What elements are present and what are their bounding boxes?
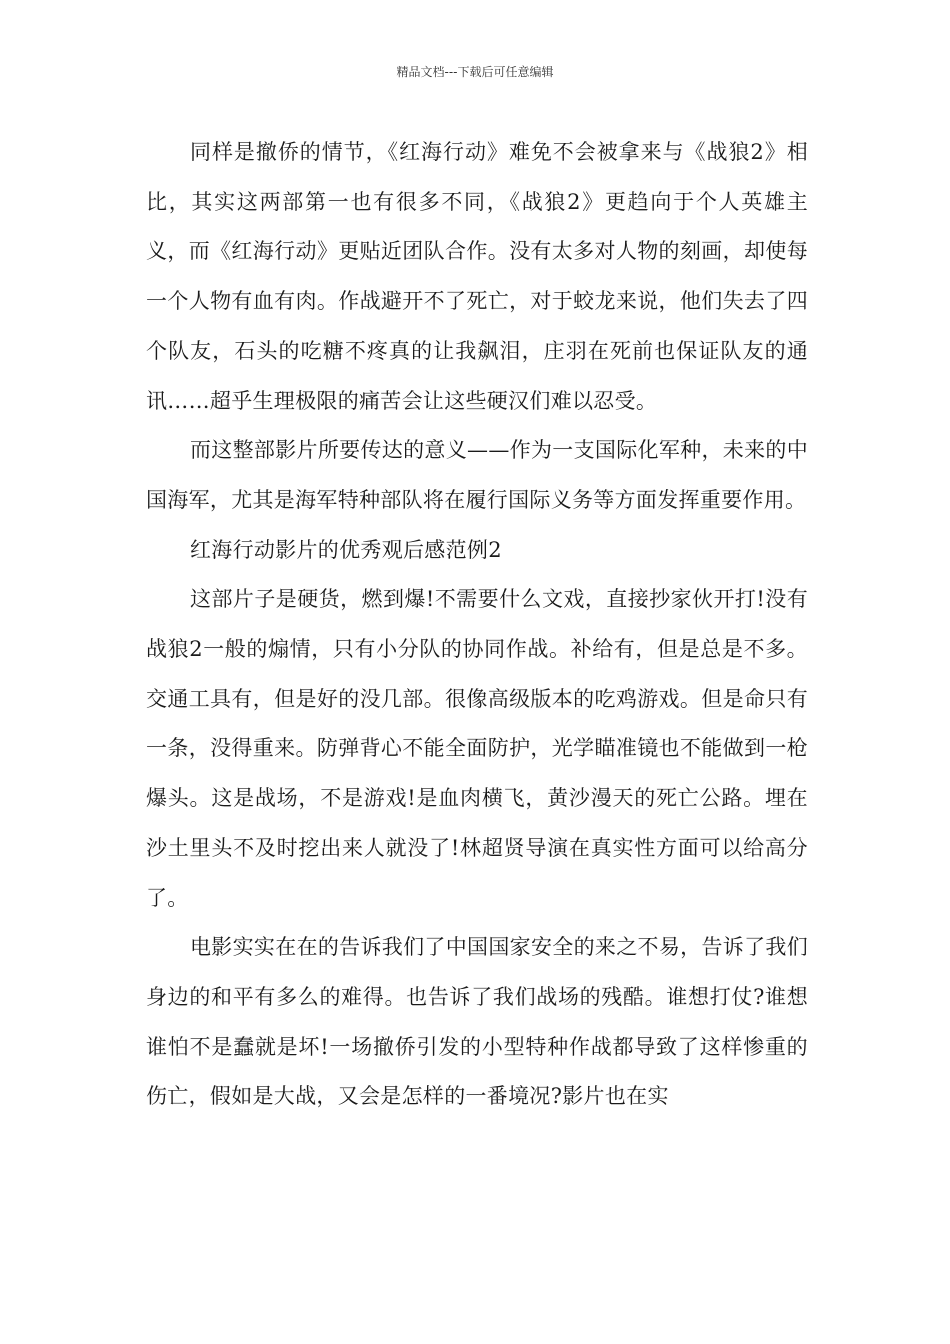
page-header: 精品文档---下载后可任意编辑 — [396, 65, 554, 79]
paragraph: 而这整部影片所要传达的意义——作为一支国际化军种，未来的中国海军，尤其是海军特种部队将在履行国际义务等方面发挥重要作用。 — [146, 438, 808, 512]
paragraph: 电影实实在在的告诉我们了中国国家安全的来之不易，告诉了我们身边的和平有多么的难得。也告诉了我们战场的残酷。谁想打仗?谁想谁怕不是蠢就是坏!一场撤侨引发的小型特种作战都导致了这样惨重的伤亡，假如是大战，又会是怎样的一番境况?影片也在实 — [146, 935, 808, 1109]
document-body — [146, 128, 808, 1122]
paragraph: 同样是撤侨的情节，《红海行动》难免不会被拿来与《战狼2》相比，其实这两部第一也有很多不同，《战狼2》更趋向于个人英雄主义，而《红海行动》更贴近团队合作。没有太多对人物的刻画，却使每一个人物有血有肉。作战避开不了死亡，对于蛟龙来说，他们失去了四个队友，石头的吃糖不疼真的让我飙泪，庄羽在死前也保证队友的通讯……超乎生理极限的痛苦会让这些硬汉们难以忍受。 — [146, 140, 808, 413]
section-heading: 红海行动影片的优秀观后感范例2 — [190, 537, 502, 562]
paragraph: 这部片子是硬货，燃到爆!不需要什么文戏，直接抄家伙开打!没有战狼2一般的煽情，只有小分队的协同作战。补给有，但是总是不多。交通工具有，但是好的没几部。很像高级版本的吃鸡游戏。但是命只有一条，没得重来。防弹背心不能全面防护，光学瞄准镜也不能做到一枪爆头。这是战场，不是游戏!是血肉横飞，黄沙漫天的死亡公路。埋在沙土里头不及时挖出来人就没了!林超贤导演在真实性方面可以给高分了。 — [146, 587, 808, 910]
